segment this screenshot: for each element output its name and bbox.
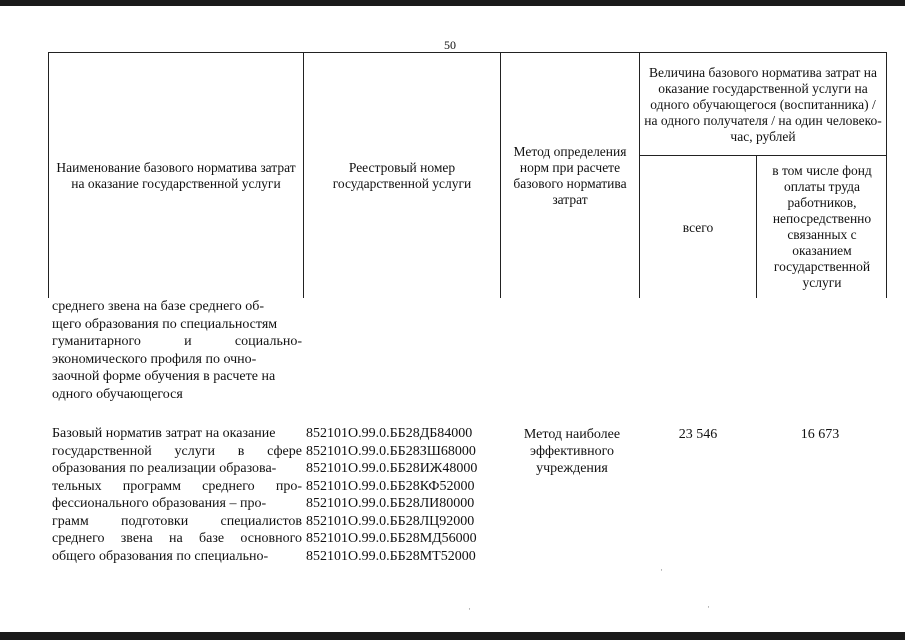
text-line: грамм подготовки специалистов: [52, 513, 302, 529]
text-line: среднего звена на базе основного: [52, 531, 302, 546]
row2-registry-codes: [306, 425, 477, 565]
text-line: одного обучающегося: [52, 386, 183, 402]
text-line: государственной услуги в сфере: [52, 443, 302, 459]
scan-border-bottom: [0, 632, 905, 640]
scan-border-top: [0, 0, 905, 6]
text-line: Базовый норматив затрат на оказание: [52, 426, 276, 441]
col-divider-1: [303, 52, 304, 298]
scan-speck: ·: [707, 602, 710, 612]
text-line: экономического профиля по очно-: [52, 351, 257, 367]
header-base-norm-value: Величина базового норматива затрат на оказание государственной услуги на одного обучающегося (воспитанника) / на одного получателя / на один человеко-час, рублей: [644, 64, 882, 144]
text-line: гуманитарного и социально-: [52, 334, 302, 349]
registry-code: 852101О.99.0.ББ28ЛИ80000: [306, 496, 475, 511]
scan-speck: ·: [660, 565, 663, 575]
registry-code: 852101О.99.0.ББ28МД56000: [306, 531, 477, 546]
text-line: общего образования по специально-: [52, 548, 269, 564]
header-wage-fund: в том числе фонд оплаты труда работников, непосредственно связанных с оказанием государственной услуги: [772, 163, 872, 290]
row1-service-name: [52, 298, 302, 403]
col-divider-2: [500, 52, 501, 298]
registry-code: 852101О.99.0.ББ28ДБ84000: [306, 426, 473, 441]
row2-wage-fund-value: 16 673: [800, 427, 840, 442]
text-line: тельных программ среднего про-: [52, 478, 302, 494]
table-top-border: [48, 52, 887, 53]
registry-code: 852101О.99.0.ББ28ИЖ48000: [306, 461, 478, 476]
registry-code: 852101О.99.0.ББ28КФ52000: [306, 478, 475, 494]
text-line: среднего звена на базе среднего об-: [52, 299, 264, 314]
row2-service-name: [52, 425, 302, 565]
header-total: всего: [682, 220, 714, 235]
text-line: заочной форме обучения в расчете на: [52, 369, 276, 384]
page-number: 50: [444, 38, 456, 52]
registry-code: 852101О.99.0.ББ28ЛЦ92000: [306, 513, 475, 529]
table-right-border: [886, 52, 887, 298]
col-divider-3: [639, 52, 640, 298]
header-base-norm-name: Наименование базового норматива затрат на оказание государственной услуги: [56, 160, 296, 191]
header-method: Метод определения норм при расчете базового норматива затрат: [513, 144, 627, 207]
row2-method: Метод наиболее эффективного учреждения: [523, 427, 621, 476]
text-line: фессионального образования – про-: [52, 496, 267, 511]
header-registry-number: Реестровый номер государственной услуги: [332, 160, 472, 191]
text-line: образования по реализации образова-: [52, 461, 277, 476]
col-divider-4: [756, 155, 757, 298]
scan-speck: ·: [468, 604, 471, 614]
registry-code: 852101О.99.0.ББ28МТ52000: [306, 548, 476, 564]
text-line: щего образования по специальностям: [52, 316, 278, 332]
row2-total-value: 23 546: [678, 427, 718, 442]
table-left-border: [48, 52, 49, 298]
registry-code: 852101О.99.0.ББ28ЗШ68000: [306, 443, 476, 459]
